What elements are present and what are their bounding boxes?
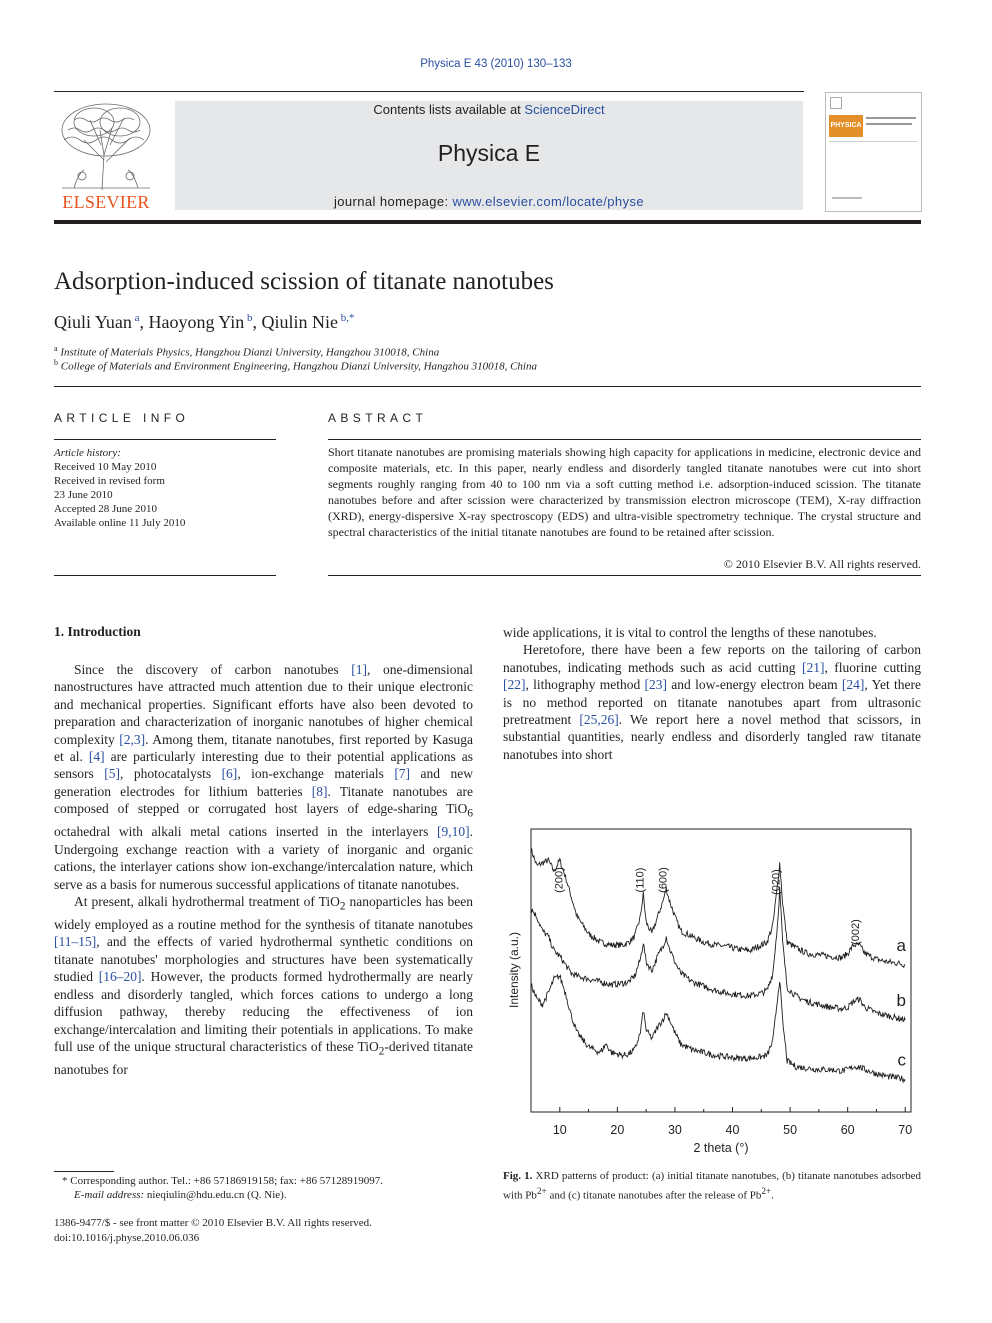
contents-prefix: Contents lists available at xyxy=(373,102,525,117)
author-name[interactable]: Qiulin Nie xyxy=(261,312,339,332)
text-run: At present, alkali hydrothermal treatment of TiO xyxy=(74,893,340,909)
text-run: . However, the products formed hydrothermally are nearly endless and disorderly tangled, which forces cations to undergo a long diffusion pathway, thereby reducing the effectiveness of ion exchange/intercalation and limiting their potentials in applications. To make full use of the unique structural characteristics of these TiO xyxy=(54,969,474,1054)
affiliation-text: College of Materials and Environment Engineering, Hangzhou Dianzi University, Hangzhou 310018, China xyxy=(60,360,537,373)
email-label: E-mail address: xyxy=(74,1189,147,1201)
caption-label: Fig. 1. xyxy=(503,1170,533,1182)
cover-text-line xyxy=(866,117,916,119)
text-run: Heretofore, there have been a few reports on the tailoring of carbon nanotubes, indicating methods such as acid cutting xyxy=(503,642,921,675)
doi-note[interactable]: doi:10.1016/j.physe.2010.06.036 xyxy=(54,1232,200,1244)
x-tick-label: 40 xyxy=(725,1123,740,1137)
peak-label: (600) xyxy=(657,867,670,893)
abstract-text: Short titanate nanotubes are promising materials showing high capacity for applications in medicine, electronic device and composite materials, etc. In this paper, nearly endless and disorderly tangled titanate nanotubes were cut into short segments roughly ranging from 40 to 100 nm via a soft cutting method i.e. adsorption-induced scission. The titanate nanotubes before and after scission were characterized by transmission electron microscope (TEM), X-ray diffraction (XRD), energy-dispersive X-ray spectroscopy (EDS) and ultra-visible spectrometry technique. The crystal structure and spectral characteristics of the initial titanate nanotubes are found to be retained after scission. xyxy=(328,445,921,539)
subscript: 2 xyxy=(378,1045,385,1058)
history-item: Received in revised form xyxy=(54,475,165,487)
homepage-line xyxy=(175,194,803,209)
article-title: Adsorption-induced scission of titanate nanotubes xyxy=(54,268,554,295)
affiliation-text: Institute of Materials Physics, Hangzhou Dianzi University, Hangzhou 310018, China xyxy=(60,346,440,359)
footnote-rule xyxy=(54,1171,114,1172)
body-paragraph xyxy=(54,893,473,1078)
citation-link[interactable]: [1] xyxy=(351,662,368,677)
text-run: . We report here a novel method that scissors, in substantial quantities, nearly endless and disorderly tangled raw titanate nanotubes into short xyxy=(503,712,921,762)
text-run: , one-dimensional nanostructures have attracted much attention due to their unique electronic and mechanical properties. Significant efforts have also been devoted to preparation and characterization of inorganic nanotubes of higher chemical complexity xyxy=(54,662,474,747)
series-label-c: c xyxy=(897,1050,906,1070)
email-address[interactable]: nieqiulin@hdu.edu.cn (Q. Nie). xyxy=(146,1189,287,1201)
text-run: . Undergoing exchange reaction with a variety of inorganic and organic cations, the interlayer cations show ion-exchange/intercalation nature, which serve as a basis for numerous successful applications of titanate nanotubes. xyxy=(54,824,473,892)
cover-text-line xyxy=(866,123,912,125)
x-tick-label: 70 xyxy=(898,1123,913,1137)
citation-link[interactable]: [23] xyxy=(644,677,667,693)
author-name[interactable]: Haoyong Yin xyxy=(148,312,245,332)
citation-link[interactable]: [11–15] xyxy=(54,934,97,950)
history-item: Accepted 28 June 2010 xyxy=(54,503,157,515)
front-matter-note: 1386-9477/$ - see front matter © 2010 Elsevier B.V. All rights reserved. xyxy=(54,1217,372,1229)
abstract-rule-bottom xyxy=(328,575,921,576)
author-affiliation-marker[interactable]: a xyxy=(134,312,140,324)
author-affiliation-marker[interactable]: b,* xyxy=(340,312,355,324)
corresponding-author-note: * Corresponding author. Tel.: +86 57186919158; fax: +86 57128919097. xyxy=(62,1175,383,1187)
homepage-prefix: journal homepage: xyxy=(333,194,453,209)
citation-link[interactable]: [5] xyxy=(104,766,120,782)
sciencedirect-link[interactable]: ScienceDirect xyxy=(524,102,605,117)
text-run: . Titanate nanotubes are composed of stepped or corrugated host layers of edge-sharing TiO xyxy=(54,783,473,817)
plot-frame xyxy=(531,829,911,1112)
article-info-rule-top xyxy=(54,439,276,440)
citation-link[interactable]: [22] xyxy=(503,677,526,693)
cover-logo-icon xyxy=(830,97,842,109)
body-left-column xyxy=(54,661,473,1078)
author-affiliation-marker[interactable]: b xyxy=(247,312,253,324)
peak-label: (110) xyxy=(634,867,647,893)
caption-text: . xyxy=(771,1189,774,1202)
contents-line xyxy=(175,102,803,117)
cover-title: PHYSICA xyxy=(829,115,863,137)
citation-link[interactable]: [4] xyxy=(88,749,105,765)
x-tick-label: 60 xyxy=(840,1123,855,1137)
affiliation-b xyxy=(54,358,537,373)
citation-link[interactable]: [2,3] xyxy=(119,731,146,747)
text-run: , fluorine cutting xyxy=(824,659,921,675)
citation-link[interactable]: [24] xyxy=(841,677,865,693)
citation-link[interactable]: [6] xyxy=(221,766,238,782)
caption-superscript: 2+ xyxy=(536,1186,547,1196)
citation-link[interactable]: [25,26] xyxy=(579,712,619,728)
author-name[interactable]: Qiuli Yuan xyxy=(54,312,132,332)
elsevier-wordmark: ELSEVIER xyxy=(62,192,150,212)
header-top-rule xyxy=(54,91,804,92)
text-run: and low-energy electron beam xyxy=(667,677,842,693)
homepage-link[interactable]: www.elsevier.com/locate/physe xyxy=(452,194,644,209)
series-layer xyxy=(531,848,905,1082)
body-right-column xyxy=(503,624,921,763)
citation-link[interactable]: [21] xyxy=(801,659,825,675)
text-run: Since the discovery of carbon nanotubes xyxy=(74,662,352,677)
affiliation-marker: b xyxy=(54,358,58,367)
body-paragraph xyxy=(54,661,473,893)
text-run: octahedral with alkali metal cations inserted in the interlayers xyxy=(54,824,437,840)
text-run: , and the effects of varied hydrothermal synthetic conditions on titanate nanotubes' morphologies and structures have been systematically studied xyxy=(54,934,473,985)
x-tick-label: 20 xyxy=(610,1123,625,1137)
journal-cover-thumbnail xyxy=(825,92,922,212)
section-heading-introduction: 1. Introduction xyxy=(54,624,141,639)
series-label-a: a xyxy=(896,935,906,955)
tree-logo-graphic xyxy=(54,100,158,192)
x-tick-label: 50 xyxy=(783,1123,798,1137)
x-tick-label: 10 xyxy=(552,1123,567,1137)
history-item: Available online 11 July 2010 xyxy=(54,517,186,529)
caption-superscript: 2+ xyxy=(761,1186,772,1196)
text-run: . Among them, titanate nanotubes, first reported by Kasuga et al. xyxy=(54,731,473,765)
text-run: -derived titanate nanotubes for xyxy=(54,1038,473,1077)
article-info-heading: ARTICLE INFO xyxy=(54,411,190,425)
figure-caption xyxy=(503,1169,921,1204)
text-run: , photocatalysts xyxy=(119,766,222,782)
article-info-rule-bottom xyxy=(54,575,276,576)
journal-reference[interactable]: Physica E 43 (2010) 130–133 xyxy=(420,58,572,70)
x-axis-label: 2 theta (°) xyxy=(693,1141,749,1155)
label-layer xyxy=(554,867,907,1069)
history-item: Received 10 May 2010 xyxy=(54,461,157,473)
series-label-b: b xyxy=(896,991,906,1011)
text-run: , Yet there is no method reported on titanate nanotubes apart from ultrasonic pretreatment xyxy=(503,677,922,728)
abstract-rule-top xyxy=(328,439,921,440)
peak-label: (020) xyxy=(770,869,783,895)
subscript: 6 xyxy=(467,807,473,820)
text-run: , lithography method xyxy=(525,677,645,693)
cover-text-line xyxy=(832,197,862,199)
citation-link[interactable]: [16–20] xyxy=(98,969,142,985)
caption-text: XRD patterns of product: (a) initial titanate nanotubes, (b) titanate nanotubes adsorbed with Pb xyxy=(503,1170,922,1202)
xrd-figure xyxy=(506,827,926,1163)
email-note xyxy=(74,1189,287,1201)
history-item: 23 June 2010 xyxy=(54,489,113,501)
affiliation-marker: a xyxy=(54,344,58,353)
citation-link[interactable]: [8] xyxy=(311,783,328,799)
peak-label: (002) xyxy=(850,919,863,945)
y-axis-label: Intensity (a.u.) xyxy=(507,931,521,1009)
text-run: nanoparticles has been widely employed as a routine method for the synthesis of titanate nanotubes xyxy=(54,893,473,933)
history-label: Article history: xyxy=(54,447,121,459)
citation-link[interactable]: [7] xyxy=(394,766,411,782)
text-run: , ion-exchange materials xyxy=(237,766,395,782)
body-paragraph xyxy=(503,641,921,763)
body-paragraph: wide applications, it is vital to control the lengths of these nanotubes. xyxy=(503,625,877,640)
peak-label: (200) xyxy=(553,867,566,893)
cover-body xyxy=(829,141,917,198)
series-line-a xyxy=(531,848,905,967)
text-run: and new generation electrodes for lithium batteries xyxy=(54,766,473,799)
affiliation-rule xyxy=(54,386,921,387)
header-thick-rule xyxy=(54,220,921,224)
abstract-heading: ABSTRACT xyxy=(328,411,428,425)
journal-name: Physica E xyxy=(437,140,541,166)
subscript: 2 xyxy=(339,900,346,913)
abstract-copyright: © 2010 Elsevier B.V. All rights reserved. xyxy=(723,557,921,571)
xrd-chart xyxy=(506,827,926,1163)
x-tick-label: 30 xyxy=(667,1123,682,1137)
author-list: Qiuli Yuan $^a$, Haoyong Yin $^b$, Qiulin Nie $^{b,*}$ xyxy=(54,312,355,332)
citation-link[interactable]: [9,10] xyxy=(437,824,470,840)
affiliation-a xyxy=(54,344,439,359)
text-run: are particularly interesting due to their potential applications as sensors xyxy=(54,749,473,782)
article-history xyxy=(54,446,185,530)
caption-text: and (c) titanate nanotubes after the release of Pb xyxy=(546,1189,762,1202)
